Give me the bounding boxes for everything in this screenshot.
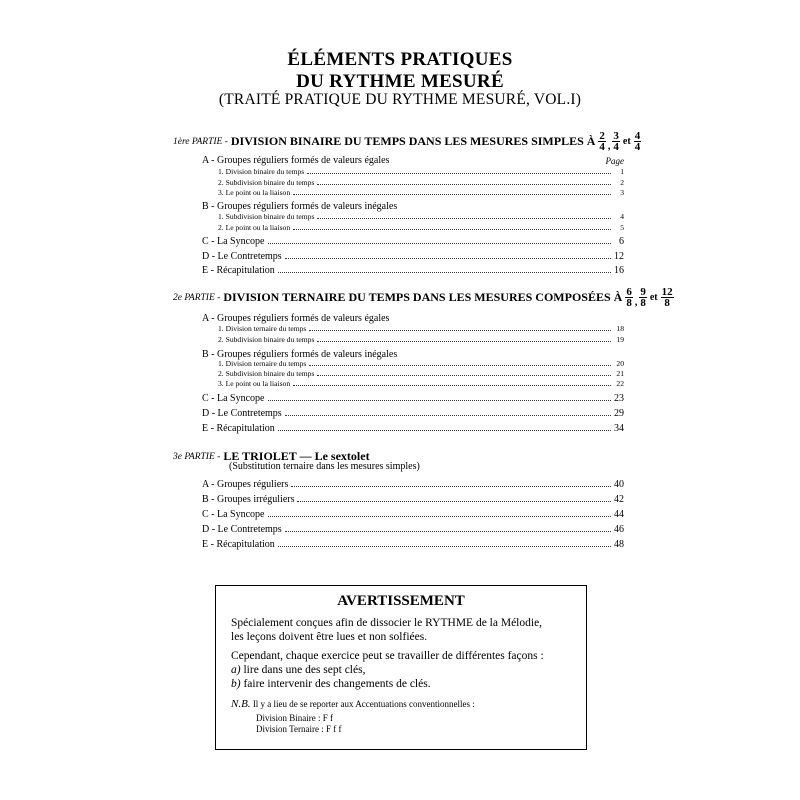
part-3-title: LE TRIOLET — Le sextolet	[223, 449, 370, 463]
box-text: Spécialement conçues afin de dissocier le RYTHME de la Mélodie,	[231, 617, 543, 629]
box-division-ternaire: Division Ternaire : F f f	[256, 724, 342, 734]
toc-entry: A - Groupes réguliers 40	[202, 479, 624, 490]
fraction: $\frac{2}{4}$	[599, 130, 605, 153]
toc-entry: 1. Division ternaire du temps 18	[218, 324, 624, 333]
toc-entry: 2. Subdivision binaire du temps 2	[218, 178, 624, 187]
section-heading: B - Groupes réguliers formés de valeurs inégales	[202, 201, 398, 212]
part-2-heading	[173, 287, 675, 308]
part-2-fractions: $\frac{6}{8}$ , $\frac{9}{8}$ et $\frac{12}{8}$	[626, 286, 673, 309]
avertissement-title: AVERTISSEMENT	[337, 593, 465, 609]
toc-entry: E - Récapitulation 16	[202, 265, 624, 276]
box-text: a) lire dans une des sept clés,	[231, 664, 366, 676]
part-2-label: 2e PARTIE -	[173, 292, 221, 303]
avertissement-box	[215, 585, 587, 750]
toc-entry: C - La Syncope 6	[202, 236, 624, 247]
toc-entry: D - Le Contretemps 29	[202, 408, 624, 419]
section-heading: A - Groupes réguliers formés de valeurs égales	[202, 155, 390, 166]
fraction: $\frac{4}{4}$	[634, 130, 641, 153]
toc-entry: E - Récapitulation 48	[202, 539, 624, 550]
part-1-title: DIVISION BINAIRE DU TEMPS DANS LES MESURES SIMPLES À	[230, 134, 596, 148]
title-line-3: (TRAITÉ PRATIQUE DU RYTHME MESURÉ, VOL.I)	[218, 91, 582, 108]
page-column-header: Page	[605, 156, 624, 166]
title-line-1: ÉLÉMENTS PRATIQUES	[287, 49, 513, 70]
part-2-title: DIVISION TERNAIRE DU TEMPS DANS LES MESURES COMPOSÉES À	[223, 290, 623, 304]
toc-entry: 3. Le point ou la liaison 3	[218, 188, 624, 197]
toc-entry: 2. Le point ou la liaison 5	[218, 223, 624, 232]
toc-entry: 2. Subdivision binaire du temps 19	[218, 335, 624, 344]
section-heading: B - Groupes réguliers formés de valeurs inégales	[202, 349, 398, 360]
toc-entry: D - Le Contretemps 12	[202, 251, 624, 262]
title-line-2: DU RYTHME MESURÉ	[296, 71, 504, 92]
toc-entry: 1. Division binaire du temps 1	[218, 167, 624, 176]
part-1-fractions: $\frac{2}{4}$ , $\frac{3}{4}$ et $\frac{4}{4}$	[599, 130, 641, 153]
toc-entry: 1. Division ternaire du temps 20	[218, 359, 624, 368]
toc-entry: 2. Subdivision binaire du temps 21	[218, 369, 624, 378]
fraction: $\frac{3}{4}$	[613, 130, 619, 153]
toc-entry: D - Le Contretemps 46	[202, 524, 624, 535]
part-3-note: (Substitution ternaire dans les mesures simples)	[229, 461, 420, 472]
toc-entry: B - Groupes irréguliers 42	[202, 494, 624, 505]
section-heading: A - Groupes réguliers formés de valeurs égales	[202, 313, 390, 324]
toc-entry: 1. Subdivision binaire du temps 4	[218, 212, 624, 221]
fraction: $\frac{9}{8}$	[640, 286, 646, 309]
toc-entry: C - La Syncope 44	[202, 509, 624, 520]
toc-entry: E - Récapitulation 34	[202, 423, 624, 434]
box-text: Cependant, chaque exercice peut se travailler de différentes façons :	[231, 650, 544, 662]
box-text: b) faire intervenir des changements de clés.	[231, 678, 431, 690]
fraction: $\frac{12}{8}$	[661, 286, 673, 309]
box-text: les leçons doivent être lues et non solfiées.	[231, 631, 428, 643]
toc-entry: 3. Le point ou la liaison 22	[218, 379, 624, 388]
toc-entry: C - La Syncope 23	[202, 393, 624, 404]
box-division-binaire: Division Binaire : F f	[256, 713, 333, 723]
part-1-heading	[173, 131, 642, 152]
part-1-label: 1ère PARTIE -	[173, 136, 228, 147]
box-nb: N.B. Il y a lieu de se reporter aux Accentuations conventionnelles :	[231, 698, 475, 710]
fraction: $\frac{6}{8}$	[626, 286, 632, 309]
part-3-label: 3e PARTIE -	[173, 451, 221, 462]
